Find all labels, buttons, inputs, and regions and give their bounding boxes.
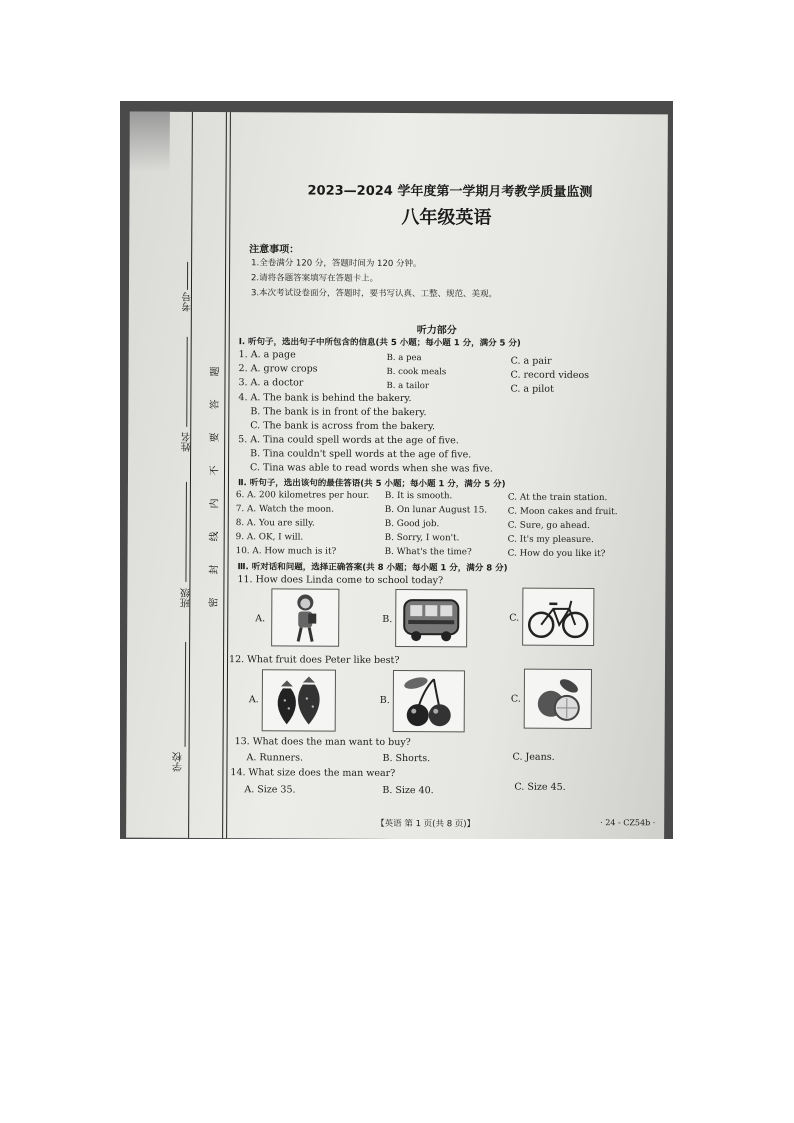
q3-option-a: 3. A. a doctor [238,377,304,389]
seal-char-4: 不 [209,465,221,476]
part-title: 听力部分 [416,325,457,337]
q5-option-c: C. Tina was able to read words when she was five. [250,462,493,475]
q12-text: 12. What fruit does Peter like best? [229,654,400,667]
q12-label-b: B. [379,694,390,706]
q14-option-a: A. Size 35. [244,784,296,796]
seal-char-6: 线 [209,531,221,542]
q2-option-c: C. record videos [510,369,590,382]
q3-option-c: C. a pilot [510,383,554,395]
paper-shadow [130,112,170,172]
q5-option-b: B. Tina couldn't spell words at the age of five. [250,448,472,461]
section1-heading: Ⅰ. 听句子，选出句子中所包含的信息(共 5 小题；每小题 1 分，满分 5 分) [238,337,521,349]
seal-char-5: 内 [209,498,221,509]
q14-text: 14. What size does the man wear? [230,767,396,779]
q9-option-c: C. It's my pleasure. [507,534,594,546]
q9-option-a: 9. A. OK, I will. [235,532,304,543]
q14-option-c: C. Size 45. [514,781,566,793]
q8-option-a: 8. A. You are silly. [235,518,315,529]
margin-line-outer [188,112,193,838]
q11-text: 11. How does Linda come to school today? [237,574,444,587]
seal-char-1: 题 [210,366,222,377]
q8-option-c: C. Sure, go ahead. [507,520,590,532]
seal-char-2: 答 [209,399,221,410]
margin-line-inner-2 [226,112,231,838]
q3-option-b: B. a tailor [386,380,430,392]
q11-label-b: B. [382,613,393,625]
cherry-icon [394,671,464,731]
note-3: 3.本次考试设卷面分，答题时，要书写认真、工整、规范、美观。 [250,288,498,300]
bus-icon [396,590,466,646]
q12-picture-a [262,669,336,731]
q11-picture-b [395,589,467,647]
q4-option-a: 4. A. The bank is behind the bakery. [238,392,412,405]
q2-option-a: 2. A. grow crops [238,363,318,375]
q11-label-a: A. [255,613,266,625]
q1-option-c: C. a pair [510,355,552,367]
seal-char-8: 密 [208,597,220,608]
section3-heading: Ⅲ. 听对话和问题，选择正确答案(共 8 小题；每小题 1 分，满分 8 分) [237,562,508,574]
q11-picture-c [522,588,594,646]
bicycle-icon [523,589,593,645]
q13-text: 13. What does the man want to buy? [234,736,411,749]
seal-char-3: 要 [209,432,221,443]
banji-label: 班级 [181,587,193,608]
banji-line [185,482,187,582]
q1-option-a: 1. A. a page [238,349,296,361]
q12-picture-b [393,670,465,732]
q10-option-b: B. What's the time? [384,546,472,558]
q13-option-b: B. Shorts. [382,752,431,765]
q6-option-b: B. It is smooth. [384,490,453,502]
q7-option-c: C. Moon cakes and fruit. [507,506,618,518]
xuexiao-line [185,642,187,747]
q4-option-b: B. The bank is in front of the bakery. [250,406,427,419]
q1-option-b: B. a pea [386,352,422,364]
seal-char-7: 封 [208,564,221,575]
lemon-icon [525,670,591,728]
section2-heading: Ⅱ. 听句子，选出该句的最佳答语(共 5 小题；每小题 1 分，满分 5 分) [237,478,506,490]
exam-content [229,112,670,839]
q4-option-c: C. The bank is across from the bakery. [250,420,436,433]
exam-title: 2023—2024 学年度第一学期月考教学质量监测 [307,183,593,201]
q7-option-a: 7. A. Watch the moon. [235,504,335,515]
q14-option-b: B. Size 40. [382,784,434,797]
q6-option-c: C. At the train station. [507,492,608,504]
exam-subject: 八年级英语 [401,207,492,229]
q2-option-b: B. cook meals [386,366,447,378]
kaohao-line [187,262,188,290]
exam-paper [126,112,668,839]
q9-option-b: B. Sorry, I won't. [384,532,460,544]
strawberry-icon [263,670,335,730]
q13-option-a: A. Runners. [246,752,304,764]
q6-option-a: 6. A. 200 kilometres per hour. [235,490,370,501]
paper-code: · 24 - CZ54b · [600,818,656,828]
q12-label-a: A. [248,694,259,706]
q5-option-a: 5. A. Tina could spell words at the age of five. [238,434,459,447]
q7-option-b: B. On lunar August 15. [384,504,488,516]
q8-option-b: B. Good job. [384,518,440,530]
q11-picture-a [271,588,339,646]
girl-walking-icon [272,589,338,645]
xingming-line [186,337,187,427]
q12-label-c: C. [510,693,521,705]
note-1: 1.全卷满分 120 分，答题时间为 120 分钟。 [251,258,422,270]
q10-option-a: 10. A. How much is it? [235,546,337,557]
q11-label-c: C. [509,612,520,624]
kaohao-label: 考号 [182,291,194,312]
q13-option-c: C. Jeans. [512,751,555,763]
xingming-label: 姓名 [182,431,194,452]
q10-option-c: C. How do you like it? [507,548,606,560]
note-2: 2.请将各题答案填写在答题卡上。 [251,273,379,284]
exam-photo [120,101,673,839]
q12-picture-c [524,669,592,729]
page-footer: 【英语 第 1 页(共 8 页)】 [376,818,476,830]
xuexiao-label: 学校 [173,751,185,772]
notes-heading: 注意事项： [249,244,300,256]
